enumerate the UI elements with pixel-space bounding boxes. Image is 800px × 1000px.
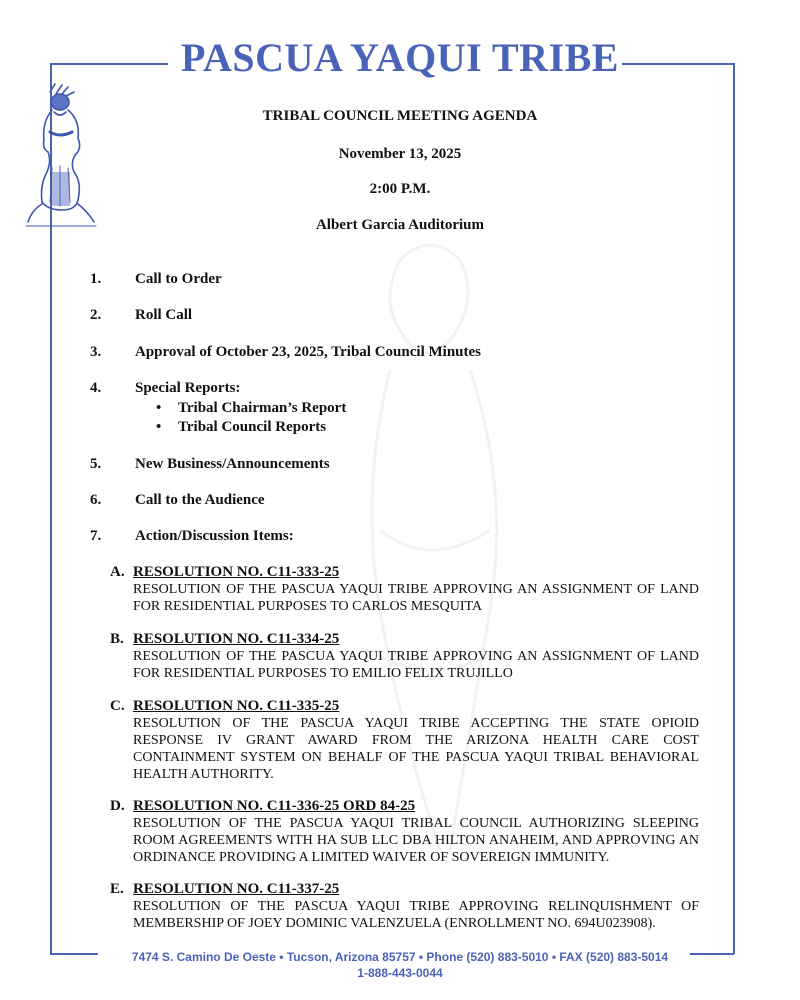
resolution-title: RESOLUTION NO. C11-335-25 — [133, 698, 340, 714]
bullet-icon: • — [156, 400, 162, 416]
resolution-letter: B. — [110, 631, 124, 647]
agenda-heading: TRIBAL COUNCIL MEETING AGENDA — [262, 108, 538, 124]
page-title: PASCUA YAQUI TRIBE — [180, 35, 619, 80]
bullet-council-reports: • Tribal Council Reports — [156, 419, 327, 435]
bullet-icon: • — [156, 419, 162, 435]
item-new-business: New Business/Announcements — [135, 456, 330, 472]
item-call-to-order: Call to Order — [135, 271, 222, 287]
resolution-text: RESOLUTION OF THE PASCUA YAQUI TRIBE APPROVING RELINQUISHMENT OF MEMBERSHIP OF JOEY DOMINIC VALENZUELA (ENROLLMENT NO. 694U023908). — [133, 899, 699, 931]
frame-top-right-rule — [622, 63, 734, 65]
meeting-location: Albert Garcia Auditorium — [315, 217, 485, 233]
resolution-letter: A. — [110, 564, 125, 580]
resolution-title: RESOLUTION NO. C11-333-25 — [133, 564, 340, 580]
item-number: 6. — [90, 492, 102, 508]
frame-top-left-rule — [50, 63, 168, 65]
item-roll-call: Roll Call — [135, 307, 193, 323]
footer-contact — [0, 949, 800, 981]
resolution-text: RESOLUTION OF THE PASCUA YAQUI TRIBE APPROVING AN ASSIGNMENT OF LAND FOR RESIDENTIAL PURPOSES TO EMILIO FELIX TRUJILLO — [133, 649, 699, 681]
item-number: 4. — [90, 380, 102, 396]
resolution-letter: D. — [110, 798, 125, 814]
item-number: 5. — [90, 456, 102, 472]
item-call-to-audience: Call to the Audience — [135, 492, 265, 508]
resolution-text: RESOLUTION OF THE PASCUA YAQUI TRIBE ACCEPTING THE STATE OPIOID RESPONSE IV GRANT AWARD FROM THE ARIZONA HEALTH CARE COST CONTAINMENT SYSTEM ON BEHALF OF THE PASCUA YAQUI TRIBAL BEHAVIORAL HEALTH AUTHORITY. — [133, 716, 699, 782]
item-number: 2. — [90, 307, 102, 323]
item-number: 7. — [90, 528, 102, 544]
resolution-title: RESOLUTION NO. C11-336-25 ORD 84-25 — [133, 798, 416, 814]
item-approval-minutes: Approval of October 23, 2025, Tribal Council Minutes — [135, 344, 481, 360]
item-action-discussion: Action/Discussion Items: — [135, 528, 294, 544]
resolution-text: RESOLUTION OF THE PASCUA YAQUI TRIBE APPROVING AN ASSIGNMENT OF LAND FOR RESIDENTIAL PURPOSES TO CARLOS MESQUITA — [133, 582, 699, 614]
resolution-title: RESOLUTION NO. C11-337-25 — [133, 881, 340, 897]
meeting-date: November 13, 2025 — [338, 146, 462, 162]
item-special-reports: Special Reports: — [135, 380, 241, 396]
footer-address: 7474 S. Camino De Oeste • Tucson, Arizona 85757 • Phone (520) 883-5010 • FAX (520) 883-5014 — [131, 950, 669, 964]
resolution-title: RESOLUTION NO. C11-334-25 — [133, 631, 340, 647]
item-number: 1. — [90, 271, 102, 287]
resolution-letter: C. — [110, 698, 125, 714]
footer-tollfree: 1-888-443-0044 — [357, 966, 443, 980]
bullet-chairman-report: • Tribal Chairman’s Report — [156, 400, 347, 416]
meeting-time: 2:00 P.M. — [369, 181, 431, 197]
resolution-text: RESOLUTION OF THE PASCUA YAQUI TRIBAL COUNCIL AUTHORIZING SLEEPING ROOM AGREEMENTS WITH HA SUB LLC DBA HILTON ANAHEIM, AND APPROVING AN ORDINANCE PROVIDING A LIMITED WAIVER OF SOVEREIGN IMMUNITY. — [133, 816, 699, 865]
item-number: 3. — [90, 344, 102, 360]
resolution-letter: E. — [110, 881, 124, 897]
